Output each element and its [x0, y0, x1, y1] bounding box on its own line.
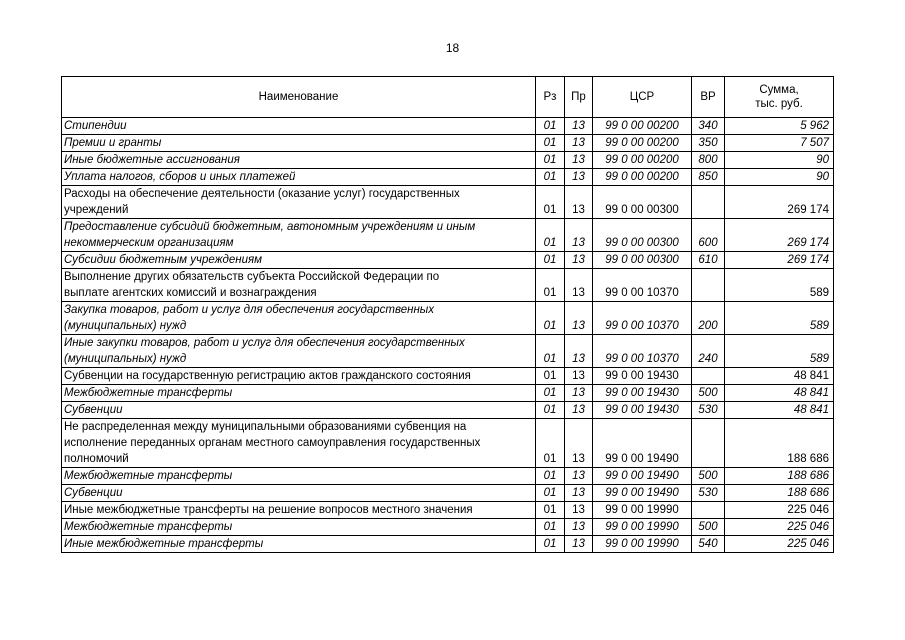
header-rz: Рз — [536, 77, 565, 118]
cell-sum: 7 507 — [725, 135, 834, 152]
cell-pr: 13 — [565, 252, 593, 269]
cell-pr: 13 — [565, 502, 593, 519]
cell-vr: 530 — [692, 402, 725, 419]
header-sum — [725, 77, 834, 118]
cell-vr — [692, 186, 725, 219]
cell-name-line: исполнение переданных органам местного самоуправления государственных — [64, 437, 481, 449]
cell-pr: 13 — [565, 519, 593, 536]
cell-csr: 99 0 00 19490 — [593, 485, 692, 502]
cell-pr: 13 — [565, 385, 593, 402]
table-row — [62, 118, 834, 135]
cell-name — [62, 419, 536, 468]
cell-rz: 01 — [536, 169, 565, 186]
table-row — [62, 485, 834, 502]
cell-rz: 01 — [536, 302, 565, 335]
table-row — [62, 536, 834, 553]
budget-table — [61, 76, 834, 553]
cell-csr: 99 0 00 19430 — [593, 368, 692, 385]
cell-name — [62, 252, 536, 269]
header-vr: ВР — [692, 77, 725, 118]
cell-rz: 01 — [536, 186, 565, 219]
cell-pr: 13 — [565, 269, 593, 302]
page-number: 18 — [445, 41, 460, 55]
cell-sum: 269 174 — [725, 186, 834, 219]
cell-vr — [692, 368, 725, 385]
cell-name — [62, 502, 536, 519]
cell-csr: 99 0 00 00300 — [593, 219, 692, 252]
cell-name-line: Выполнение других обязательств субъекта Российской Федерации по — [64, 271, 440, 283]
header-pr: Пр — [565, 77, 593, 118]
cell-vr: 540 — [692, 536, 725, 553]
cell-sum: 225 046 — [725, 502, 834, 519]
cell-name-line: Иные закупки товаров, работ и услуг для обеспечения государственных — [64, 337, 465, 349]
table-row — [62, 419, 834, 468]
cell-name — [62, 368, 536, 385]
cell-sum: 90 — [725, 169, 834, 186]
table-row — [62, 169, 834, 186]
cell-sum: 225 046 — [725, 519, 834, 536]
cell-name — [62, 152, 536, 169]
cell-pr: 13 — [565, 135, 593, 152]
cell-pr: 13 — [565, 118, 593, 135]
cell-pr: 13 — [565, 152, 593, 169]
cell-name — [62, 485, 536, 502]
cell-csr: 99 0 00 10370 — [593, 302, 692, 335]
cell-sum: 48 841 — [725, 368, 834, 385]
cell-name-line: Межбюджетные трансферты — [64, 387, 233, 399]
cell-sum: 48 841 — [725, 402, 834, 419]
cell-name-line: Субвенции — [64, 404, 123, 416]
cell-name — [62, 402, 536, 419]
cell-name — [62, 302, 536, 335]
cell-vr: 240 — [692, 335, 725, 368]
cell-csr: 99 0 00 19990 — [593, 536, 692, 553]
cell-vr: 600 — [692, 219, 725, 252]
cell-name — [62, 169, 536, 186]
cell-pr: 13 — [565, 186, 593, 219]
cell-name-line: Предоставление субсидий бюджетным, автономным учреждениям и иным — [64, 221, 476, 233]
cell-name-line: (муниципальных) нужд — [64, 320, 187, 332]
cell-name-line: Иные межбюджетные трансферты — [64, 538, 264, 550]
cell-vr: 530 — [692, 485, 725, 502]
cell-name-line: Иные межбюджетные трансферты на решение вопросов местного значения — [64, 504, 473, 516]
cell-csr: 99 0 00 10370 — [593, 335, 692, 368]
cell-name-line: (муниципальных) нужд — [64, 353, 187, 365]
cell-name-line: Межбюджетные трансферты — [64, 470, 233, 482]
cell-rz: 01 — [536, 335, 565, 368]
cell-vr — [692, 502, 725, 519]
cell-name — [62, 135, 536, 152]
table-row — [62, 152, 834, 169]
table-row — [62, 252, 834, 269]
cell-name-line: выплате агентских комиссий и вознаграждения — [64, 287, 317, 299]
table-row — [62, 385, 834, 402]
cell-vr: 610 — [692, 252, 725, 269]
cell-vr: 340 — [692, 118, 725, 135]
table-row — [62, 502, 834, 519]
cell-rz: 01 — [536, 135, 565, 152]
cell-pr: 13 — [565, 335, 593, 368]
cell-sum: 225 046 — [725, 536, 834, 553]
header-sum-line1: Сумма, — [759, 84, 799, 96]
cell-csr: 99 0 00 19490 — [593, 419, 692, 468]
cell-csr: 99 0 00 00200 — [593, 135, 692, 152]
cell-pr: 13 — [565, 485, 593, 502]
cell-rz: 01 — [536, 519, 565, 536]
cell-name-line: Стипендии — [64, 120, 127, 132]
cell-name-line: Субвенции на государственную регистрацию актов гражданского состояния — [64, 370, 471, 382]
table-row — [62, 335, 834, 368]
cell-sum: 269 174 — [725, 219, 834, 252]
cell-sum: 90 — [725, 152, 834, 169]
cell-name-line: Субвенции — [64, 487, 123, 499]
cell-name — [62, 219, 536, 252]
cell-rz: 01 — [536, 252, 565, 269]
cell-csr: 99 0 00 19490 — [593, 468, 692, 485]
cell-name — [62, 385, 536, 402]
cell-pr: 13 — [565, 468, 593, 485]
cell-name — [62, 536, 536, 553]
cell-vr: 850 — [692, 169, 725, 186]
table-row — [62, 219, 834, 252]
cell-pr: 13 — [565, 302, 593, 335]
cell-rz: 01 — [536, 468, 565, 485]
cell-sum: 589 — [725, 335, 834, 368]
cell-name — [62, 118, 536, 135]
cell-vr: 800 — [692, 152, 725, 169]
table-row — [62, 368, 834, 385]
cell-vr: 350 — [692, 135, 725, 152]
cell-csr: 99 0 00 00300 — [593, 186, 692, 219]
cell-rz: 01 — [536, 269, 565, 302]
cell-rz: 01 — [536, 536, 565, 553]
cell-rz: 01 — [536, 502, 565, 519]
cell-name — [62, 335, 536, 368]
cell-sum: 188 686 — [725, 485, 834, 502]
cell-pr: 13 — [565, 402, 593, 419]
cell-rz: 01 — [536, 385, 565, 402]
cell-sum: 589 — [725, 269, 834, 302]
cell-vr: 500 — [692, 385, 725, 402]
cell-csr: 99 0 00 00200 — [593, 152, 692, 169]
cell-pr: 13 — [565, 368, 593, 385]
cell-name-line: Уплата налогов, сборов и иных платежей — [64, 171, 296, 183]
cell-pr: 13 — [565, 536, 593, 553]
cell-name-line: Не распределенная между муниципальными образованиями субвенция на — [64, 421, 467, 433]
cell-rz: 01 — [536, 152, 565, 169]
cell-rz: 01 — [536, 402, 565, 419]
cell-rz: 01 — [536, 118, 565, 135]
cell-csr: 99 0 00 00200 — [593, 118, 692, 135]
cell-csr: 99 0 00 00200 — [593, 169, 692, 186]
cell-name — [62, 468, 536, 485]
cell-pr: 13 — [565, 169, 593, 186]
cell-vr: 500 — [692, 468, 725, 485]
header-csr: ЦСР — [593, 77, 692, 118]
cell-csr: 99 0 00 10370 — [593, 269, 692, 302]
cell-name-line: Премии и гранты — [64, 137, 162, 149]
cell-vr — [692, 419, 725, 468]
cell-csr: 99 0 00 19430 — [593, 385, 692, 402]
cell-rz: 01 — [536, 368, 565, 385]
cell-sum: 5 962 — [725, 118, 834, 135]
cell-name-line: Закупка товаров, работ и услуг для обеспечения государственных — [64, 304, 435, 316]
header-sum-line2: тыс. руб. — [755, 98, 803, 110]
cell-name — [62, 519, 536, 536]
cell-sum: 188 686 — [725, 419, 834, 468]
cell-pr: 13 — [565, 419, 593, 468]
cell-name-line: Субсидии бюджетным учреждениям — [64, 254, 263, 266]
cell-name-line: Расходы на обеспечение деятельности (оказание услуг) государственных — [64, 188, 460, 200]
cell-rz: 01 — [536, 485, 565, 502]
table-body — [62, 118, 834, 553]
table-row — [62, 269, 834, 302]
cell-name-line: Межбюджетные трансферты — [64, 521, 233, 533]
cell-sum: 48 841 — [725, 385, 834, 402]
cell-name-line: полномочий — [64, 453, 129, 465]
cell-vr — [692, 269, 725, 302]
table-row — [62, 402, 834, 419]
table-row — [62, 135, 834, 152]
cell-csr: 99 0 00 00300 — [593, 252, 692, 269]
cell-vr: 200 — [692, 302, 725, 335]
cell-csr: 99 0 00 19990 — [593, 502, 692, 519]
table-row — [62, 186, 834, 219]
table-header-row — [62, 77, 834, 118]
cell-name-line: Иные бюджетные ассигнования — [64, 154, 240, 166]
cell-name — [62, 269, 536, 302]
table-row — [62, 302, 834, 335]
cell-sum: 269 174 — [725, 252, 834, 269]
cell-pr: 13 — [565, 219, 593, 252]
cell-rz: 01 — [536, 219, 565, 252]
cell-csr: 99 0 00 19990 — [593, 519, 692, 536]
cell-rz: 01 — [536, 419, 565, 468]
cell-sum: 589 — [725, 302, 834, 335]
cell-name — [62, 186, 536, 219]
cell-vr: 500 — [692, 519, 725, 536]
header-name: Наименование — [62, 77, 536, 118]
cell-csr: 99 0 00 19430 — [593, 402, 692, 419]
cell-sum: 188 686 — [725, 468, 834, 485]
table-row — [62, 519, 834, 536]
cell-name-line: учреждений — [64, 204, 129, 216]
table-row — [62, 468, 834, 485]
cell-name-line: некоммерческим организациям — [64, 237, 234, 249]
